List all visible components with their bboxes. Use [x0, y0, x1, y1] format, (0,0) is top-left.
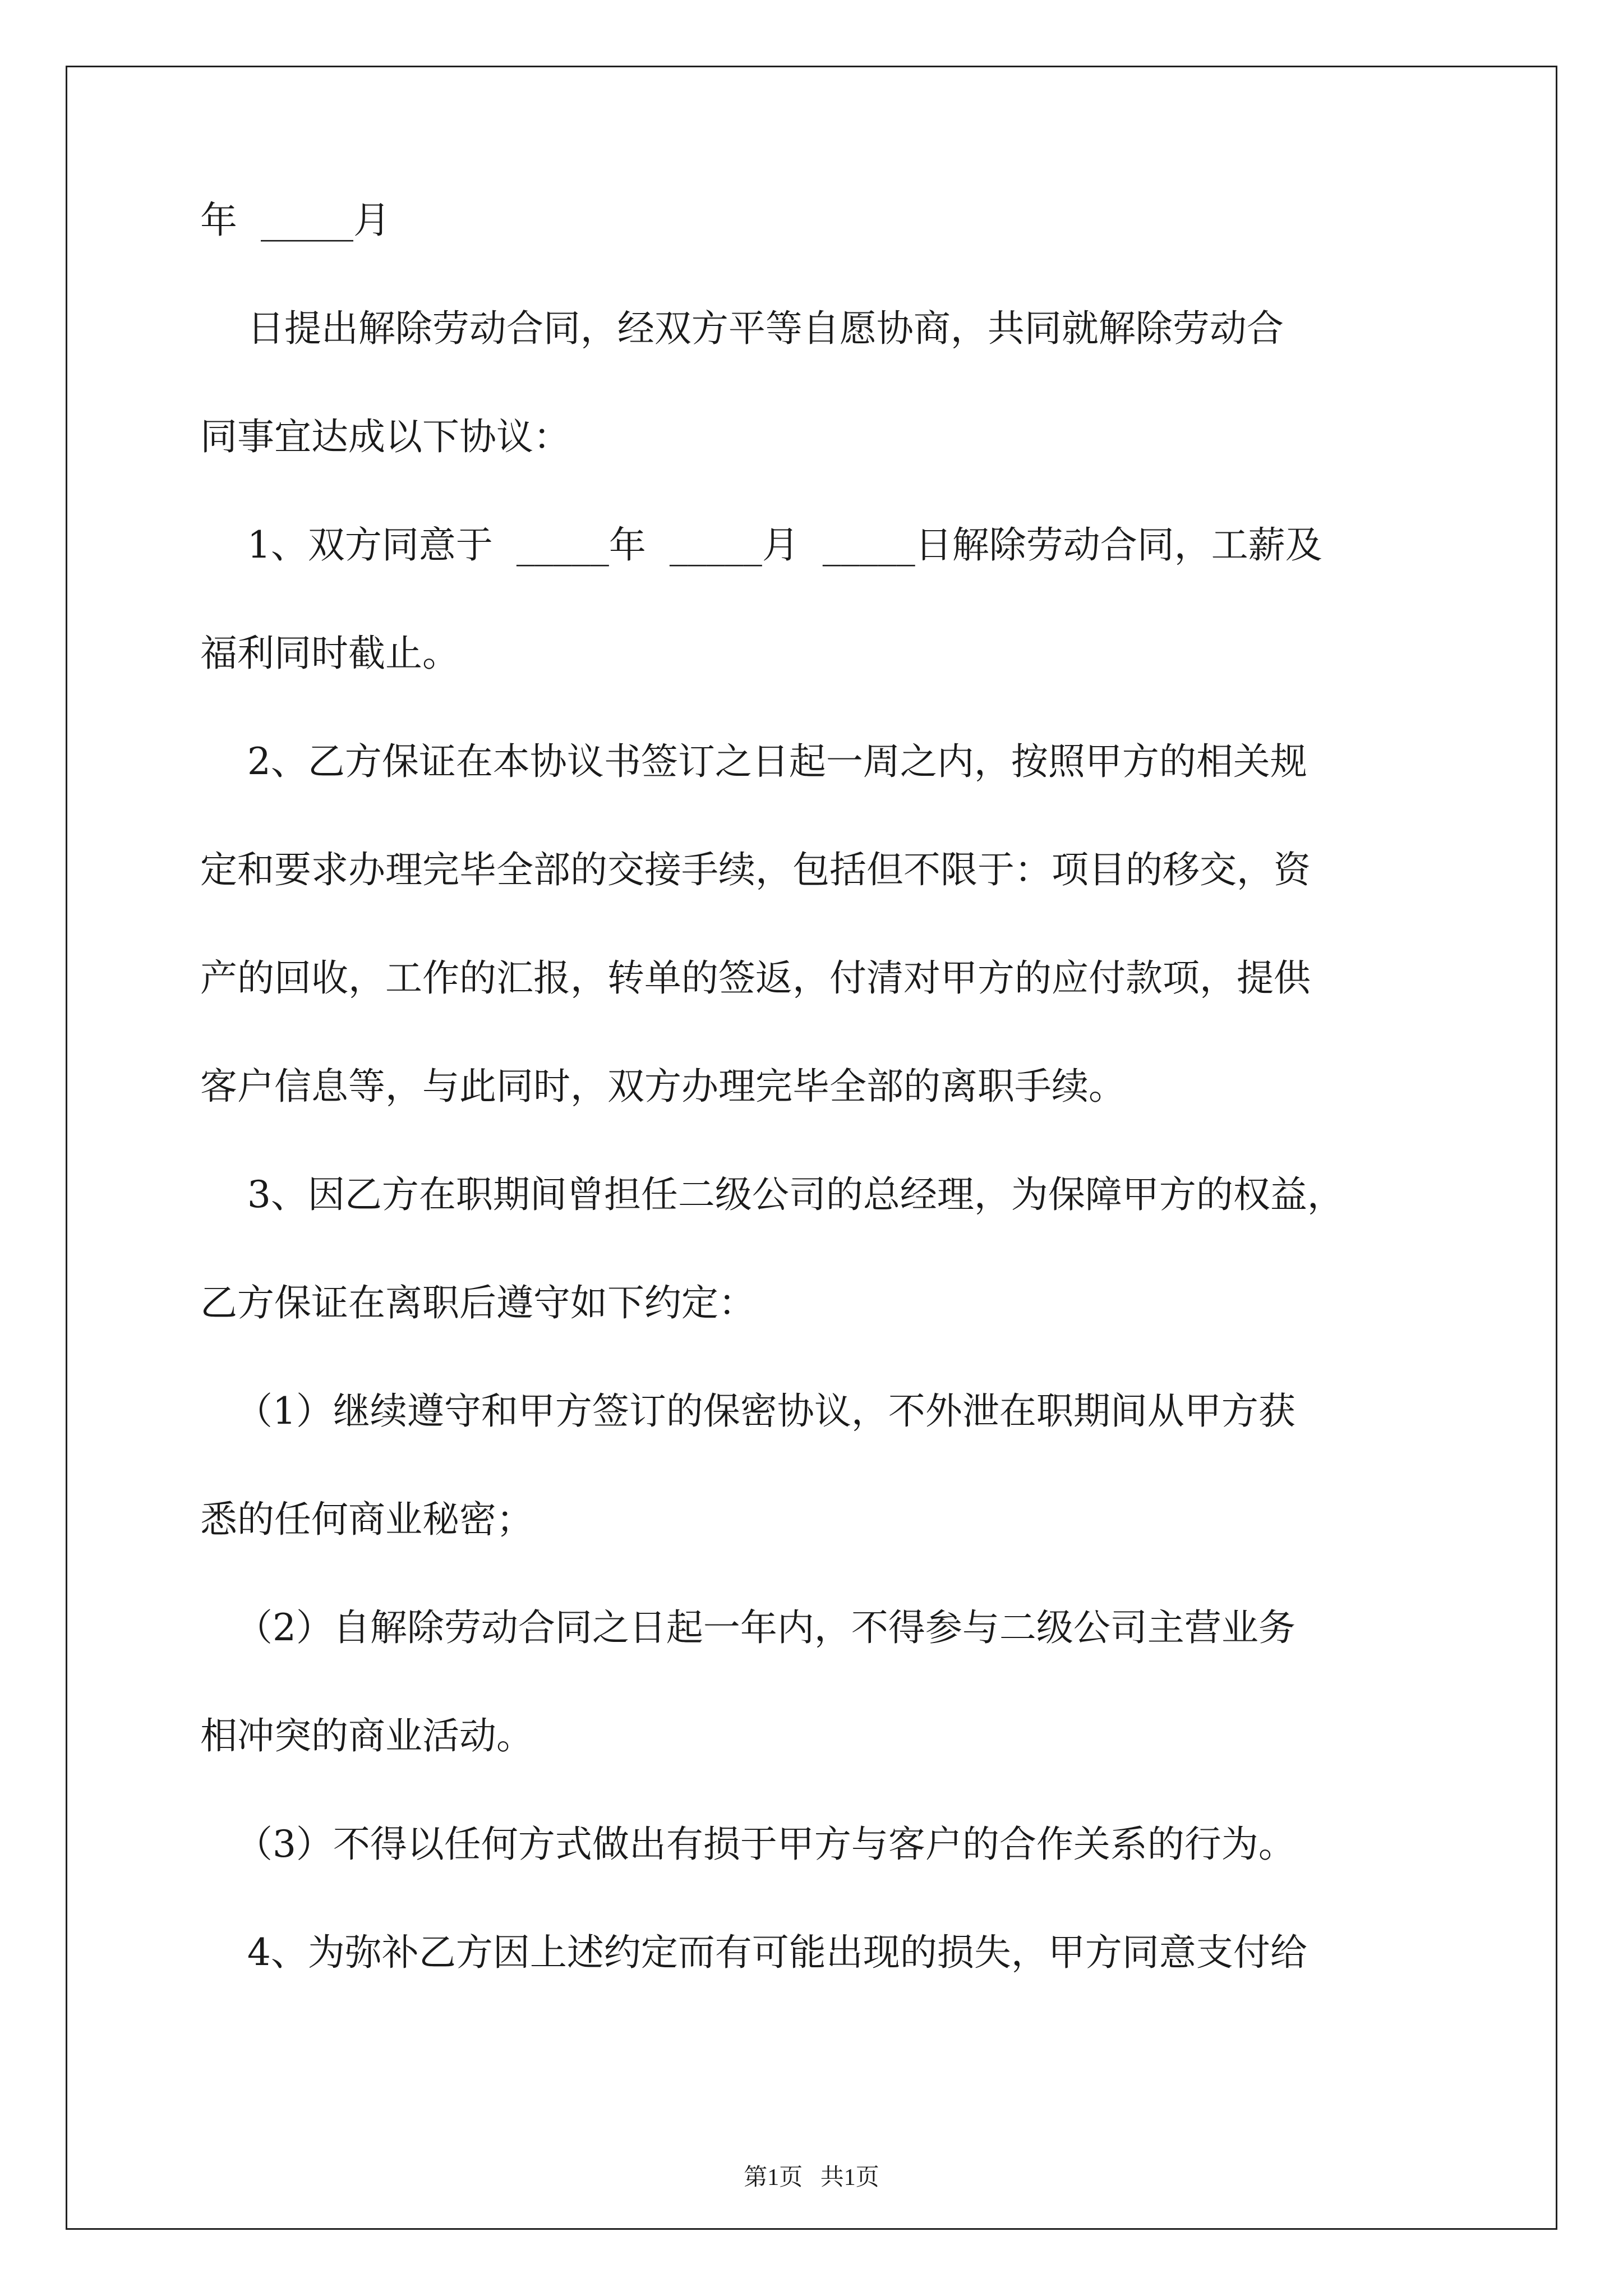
- text-line-1: 年 _____月: [200, 199, 390, 242]
- text-line-11: 乙方保证在离职后遵守如下约定：: [200, 1281, 755, 1324]
- text-line-12: （1）继续遵守和甲方签订的保密协议，不外泄在职期间从甲方获: [200, 1389, 1295, 1433]
- text-line-7: 定和要求办理完毕全部的交接手续，包括但不限于：项目的移交，资: [200, 848, 1311, 891]
- text-line-9: 客户信息等，与此同时，双方办理完毕全部的离职手续。: [200, 1065, 1126, 1108]
- text-line-16: （3）不得以任何方式做出有损于甲方与客户的合作关系的行为。: [200, 1823, 1295, 1866]
- page-footer: 第1页 共1页: [744, 2165, 879, 2191]
- text-line-3: 同事宜达成以下协议：: [200, 415, 570, 458]
- text-line-17: 4、为弥补乙方因上述约定而有可能出现的损失，甲方同意支付给: [200, 1931, 1307, 1974]
- text-line-2: 日提出解除劳动合同，经双方平等自愿协商，共同就解除劳动合: [200, 307, 1284, 350]
- text-line-14: （2）自解除劳动合同之日起一年内，不得参与二级公司主营业务: [200, 1606, 1295, 1649]
- page-frame: [66, 66, 1557, 2230]
- text-line-6: 2、乙方保证在本协议书签订之日起一周之内，按照甲方的相关规: [200, 740, 1307, 783]
- text-line-5: 福利同时截止。: [200, 632, 459, 675]
- text-line-10: 3、因乙方在职期间曾担任二级公司的总经理，为保障甲方的权益，: [200, 1173, 1344, 1216]
- text-line-13: 悉的任何商业秘密；: [200, 1498, 533, 1541]
- text-line-15: 相冲突的商业活动。: [200, 1714, 533, 1757]
- text-line-8: 产的回收，工作的汇报，转单的签返，付清对甲方的应付款项，提供: [200, 956, 1311, 1000]
- text-line-4: 1、双方同意于 _____年 _____月 _____日解除劳动合同，工薪及: [200, 523, 1322, 567]
